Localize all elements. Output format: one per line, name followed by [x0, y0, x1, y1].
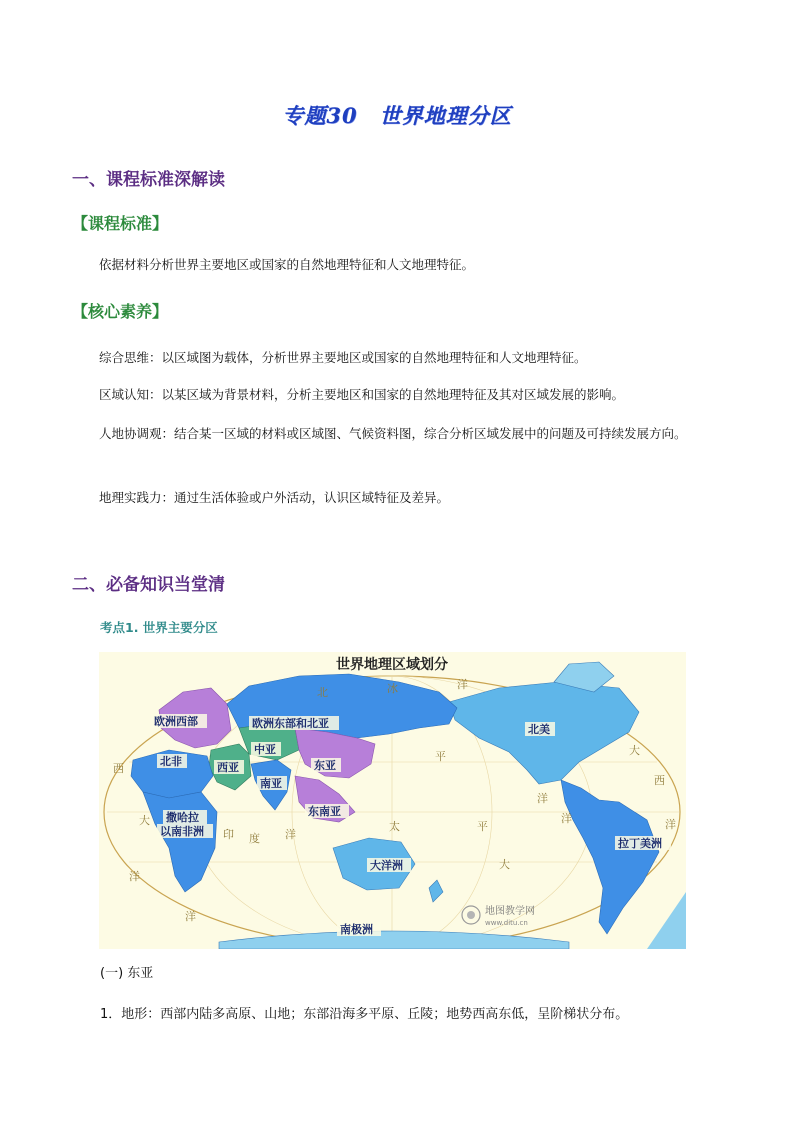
ocean-label: 大	[629, 744, 640, 757]
ocean-label: 洋	[285, 828, 296, 841]
literacy-item: 区域认知：以某区域为背景材料，分析主要地区和国家的自然地理特征及其对区域发展的影响。	[99, 387, 625, 402]
region-label: 南极洲	[340, 923, 373, 936]
title-topic-number: 专题30	[282, 103, 358, 128]
world-region-map	[99, 652, 686, 949]
map-corner-decoration	[647, 892, 686, 949]
ocean-label: 平	[477, 820, 488, 833]
literacy-item: 综合思维：以区域图为载体，分析世界主要地区或国家的自然地理特征和人文地理特征。	[99, 350, 587, 365]
ocean-label: 洋	[185, 910, 196, 923]
region-label: 西亚	[217, 761, 239, 774]
region-label: 东亚	[314, 759, 336, 772]
ocean-label: 西	[113, 762, 124, 775]
watermark-text: 地图教学网	[485, 906, 535, 917]
region-label: 拉丁美洲	[618, 837, 662, 850]
region-label: 欧洲东部和北亚	[252, 717, 329, 730]
title-topic-name: 世界地理分区	[379, 103, 512, 128]
watermark-logo-dot	[467, 911, 475, 919]
literacy-heading: 【核心素养】	[72, 302, 169, 321]
kaodian-label: 考点1. 世界主要分区	[100, 620, 218, 635]
literacy-item: 地理实践力：通过生活体验或户外活动，认识区域特征及差异。	[99, 490, 450, 505]
ocean-label: 洋	[561, 812, 572, 825]
world-map-svg	[99, 652, 686, 949]
watermark-url: www.ditu.cn	[485, 919, 528, 927]
ocean-label: 大	[499, 858, 510, 871]
sub-heading-east-asia: (一) 东亚	[100, 966, 154, 981]
ocean-label: 洋	[537, 792, 548, 805]
ocean-label: 大	[139, 814, 150, 827]
region-label: 北美	[528, 723, 550, 736]
ocean-label: 北	[317, 686, 328, 699]
standard-text: 依据材料分析世界主要地区或国家的自然地理特征和人文地理特征。	[99, 257, 475, 272]
ocean-label: 平	[435, 750, 446, 763]
ocean-label: 度	[249, 832, 260, 845]
page-title	[0, 100, 794, 130]
section1-heading: 一、课程标准深解读	[72, 170, 225, 190]
section2-heading: 二、必备知识当堂清	[72, 575, 225, 595]
region-label: 大洋洲	[370, 859, 403, 872]
item-terrain: 1．地形：西部内陆多高原、山地；东部沿海多平原、丘陵；地势西高东低，呈阶梯状分布。	[100, 1007, 629, 1022]
ocean-label: 洋	[129, 870, 140, 883]
region-label: 撒哈拉	[166, 811, 199, 824]
region-label: 东南亚	[308, 805, 341, 818]
ocean-label: 太	[389, 820, 400, 833]
ocean-label: 印	[223, 828, 234, 841]
region-label: 中亚	[254, 743, 276, 756]
region-label: 以南非洲	[160, 825, 204, 838]
ocean-label: 冰	[387, 682, 398, 695]
standard-heading: 【课程标准】	[72, 214, 169, 233]
ocean-label: 洋	[457, 678, 468, 691]
region-label: 欧洲西部	[154, 715, 198, 728]
ocean-label: 洋	[665, 818, 676, 831]
region-label: 南亚	[260, 777, 282, 790]
ocean-label: 西	[654, 774, 665, 787]
literacy-item: 人地协调观：结合某一区域的材料或区域图、气候资料图，综合分析区域发展中的问题及可持续发展方向。	[99, 426, 687, 441]
region-label: 北非	[160, 755, 182, 768]
map-title: 世界地理区域划分	[336, 657, 448, 673]
